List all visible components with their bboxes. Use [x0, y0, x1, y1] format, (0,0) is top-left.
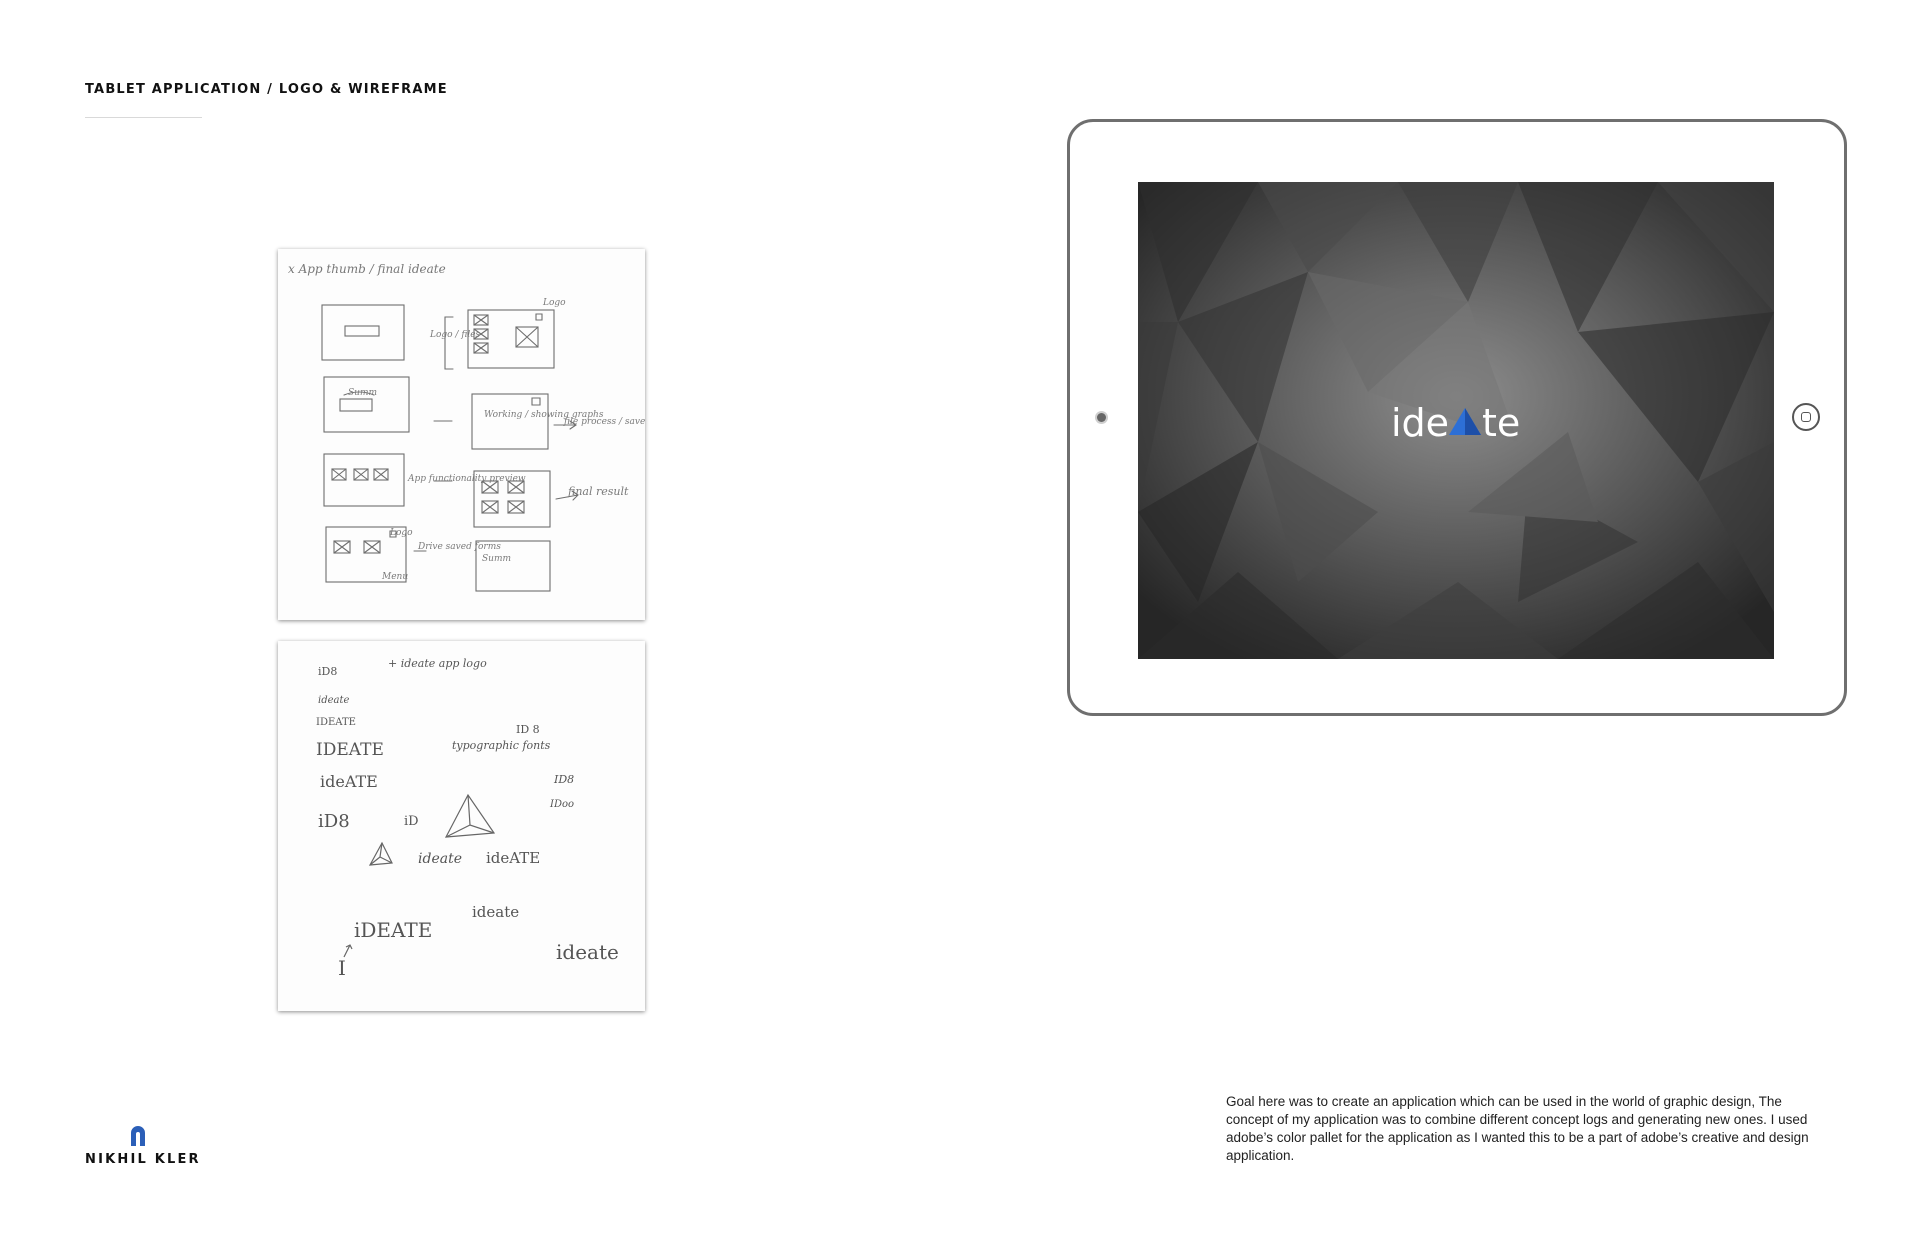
- logo-text-right: te: [1482, 401, 1521, 445]
- logo-sketch-word: ideate: [472, 903, 520, 921]
- logo-sketch-word: iD: [404, 814, 419, 829]
- wireframe-note: Menu: [382, 572, 409, 582]
- home-button-icon: [1792, 403, 1820, 431]
- logo-sketch-word: ideate: [318, 695, 350, 706]
- wireframe-note: Logo: [543, 298, 566, 308]
- wireframe-note: Summ: [348, 388, 378, 398]
- logo-sketch-word: ideate: [556, 940, 619, 964]
- wireframe-note: Logo: [390, 528, 413, 538]
- wireframe-note: Summ: [482, 554, 512, 564]
- logo-sketch-word: iD8: [318, 665, 338, 678]
- wireframe-sketch-card: [278, 249, 645, 620]
- logo-sketch-word: ideATE: [486, 849, 541, 867]
- logo-text-left: ide: [1390, 401, 1449, 445]
- wireframe-sketch-heading: x App thumb / final ideate: [288, 262, 446, 276]
- logo-sketch-word: ideate: [418, 851, 462, 867]
- logo-sketch-word: IDEATE: [316, 717, 356, 728]
- wireframe-note: Working / showing graphs: [484, 410, 604, 420]
- brand-name: NIKHIL KLER: [85, 1152, 201, 1167]
- project-description: Goal here was to create an application which can be used in the world of graphic design, The concept of my application was to combine different concept logs and generating new ones. I used adobe’s color pallet for the application as I wanted this to be a part of adobe’s creative and design application.: [1226, 1094, 1809, 1163]
- logo-sketch-word: typographic fonts: [452, 739, 551, 752]
- tablet-screen: [1138, 182, 1774, 659]
- logo-sketch-word: ID 8: [516, 723, 540, 736]
- wireframe-note: Logo / files: [430, 330, 481, 340]
- wireframe-note: App functionality preview: [408, 474, 526, 484]
- wireframe-note: final result: [568, 485, 629, 498]
- logo-sketch-word: IDoo: [550, 799, 575, 810]
- logo-sketch-heading: + ideate app logo: [388, 657, 487, 670]
- logo-sketch-word: iD8: [318, 811, 350, 832]
- logo-sketch-word: ideATE: [320, 772, 378, 791]
- ideate-app-logo: [1138, 182, 1774, 659]
- logo-sketch-word: iDEATE: [354, 918, 433, 942]
- page-title: TABLET APPLICATION / LOGO & WIREFRAME: [85, 82, 448, 97]
- logo-concepts-sketch-image: [278, 641, 645, 1011]
- logo-sketch-word: I: [338, 956, 346, 980]
- camera-dot-icon: [1097, 413, 1106, 422]
- title-divider: [85, 117, 202, 118]
- tablet-mockup: [1067, 119, 1847, 716]
- logo-sketch-word: IDEATE: [316, 740, 384, 760]
- wireframe-sketch-image: [278, 249, 645, 620]
- logo-sketch-word: ID8: [554, 773, 575, 786]
- logo-concepts-sketch-card: [278, 641, 645, 1011]
- brand-logo-icon: [128, 1124, 148, 1146]
- wireframe-note: Drive saved forms: [418, 542, 501, 552]
- wireframe-note: file process / save: [564, 417, 645, 427]
